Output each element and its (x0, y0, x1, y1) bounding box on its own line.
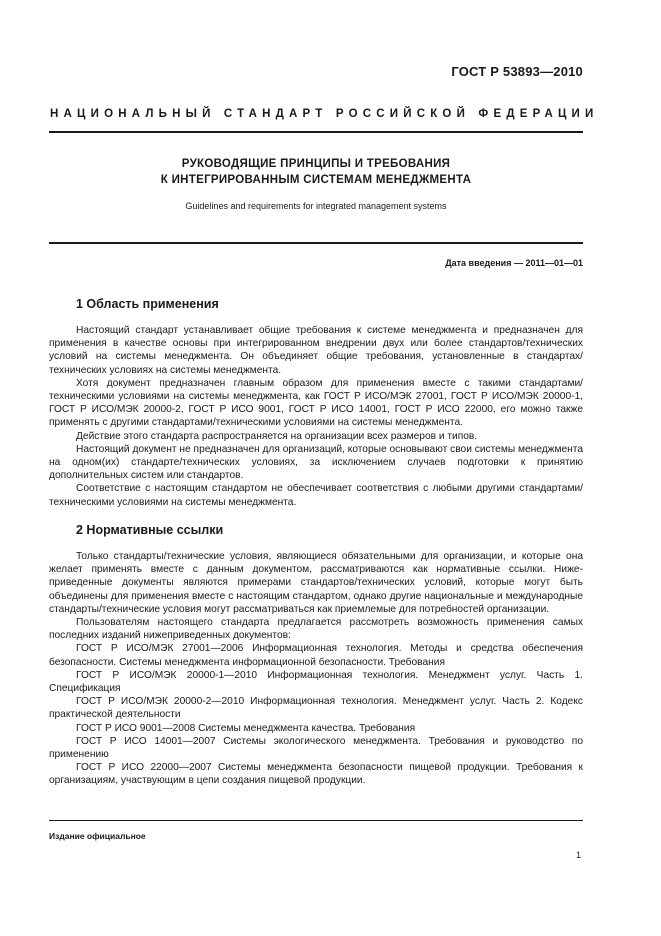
document-subtitle-english: Guidelines and requirements for integrated management systems (185, 201, 447, 211)
section-1-body (49, 324, 583, 509)
introduction-date: Дата введения — 2011—01—01 (445, 258, 583, 268)
page-number: 1 (575, 850, 581, 860)
document-title (49, 156, 583, 188)
section-2-body (49, 550, 583, 788)
title-rule (49, 242, 583, 244)
reference-item: ГОСТ Р ИСО/МЭК 27001—2006 Информационная технология. Методы и средства обеспечения безопасности. Системы менеджмента информационной безопасности. Требования (49, 643, 583, 668)
section-1-heading: 1 Область применения (76, 297, 219, 311)
paragraph: Хотя документ предназначен главным образом для применения вместе с такими стандартами/техническими условиями на системы менеджмента, как ГОСТ Р ИСО/МЭК 27001, ГОСТ Р ИСО/МЭК 20000-1, ГОСТ Р ИСО/МЭК 20000-2, ГОСТ Р ИСО 9001, ГОСТ Р ИСО 14001, ГОСТ Р ИСО 22000, его можно также применять с другими стандартами/техническими условиями на системы менеджмента. (49, 377, 583, 429)
official-edition-label: Издание официальное (49, 831, 146, 841)
footer-rule (49, 820, 583, 821)
reference-item: ГОСТ Р ИСО 14001—2007 Системы экологического менеджмента. Требования и руководство по применению (49, 735, 583, 761)
header-rule (49, 131, 583, 133)
standard-number: ГОСТ Р 53893—2010 (451, 64, 583, 79)
reference-item: ГОСТ Р ИСО/МЭК 20000-2—2010 Информационная технология. Менеджмент услуг. Часть 2. Кодекс практической деятельности (49, 696, 583, 721)
reference-item: ГОСТ Р ИСО 22000—2007 Системы менеджмента безопасности пищевой продукции. Требования к организациям, участвующим в цепи создания пищевой продукции. (49, 762, 583, 787)
document-title-line-1: РУКОВОДЯЩИЕ ПРИНЦИПЫ И ТРЕБОВАНИЯ (181, 158, 451, 170)
paragraph: Настоящий документ не предназначен для организаций, которые основывают свои системы менеджмента на одном(их) стандарте/технических условиях, за исключением случаев подготовки к принятию дополнительных систем или стандартов. (49, 443, 583, 482)
paragraph: Действие этого стандарта распространяется на организации всех размеров и типов. (76, 430, 478, 442)
paragraph: Соответствие с настоящим стандартом не обеспечивает соответствия с любыми другими стандартами/техническими условиями на системы менеджмента. (49, 483, 583, 508)
section-2-heading: 2 Нормативные ссылки (76, 523, 224, 537)
paragraph: Только стандарты/технические условия, являющиеся обязательными для организации, и которые она желает применять вместе с данным документом, рассматриваются как нормативные ссылки. Нижеприведенные документы являются примерами стандартов/технических условий, которые могут быть объединены для применения вместе с настоящим стандартом, однако другие национальные и международные стандарты/технические условия могут рассматриваться как приемлемые для потребностей организации. (49, 551, 583, 615)
document-title-line-2: К ИНТЕГРИРОВАННЫМ СИСТЕМАМ МЕНЕДЖМЕНТА (160, 174, 472, 186)
paragraph: Настоящий стандарт устанавливает общие требования к системе менеджмента и предназначен для применения в качестве основы при интегрированном внедрении двух или более стандартов/технических условий на системы менеджмента. Он объединяет общие требования, установленные в стандартах/технических условиях на системы менеджмента. (49, 325, 583, 376)
reference-item: ГОСТ Р ИСО/МЭК 20000-1—2010 Информационная технология. Менеджмент услуг. Часть 1. Спецификация (49, 669, 583, 695)
paragraph: Пользователям настоящего стандарта предлагается рассмотреть возможность применения самых последних изданий нижеприведенных документов: (49, 617, 583, 642)
reference-item: ГОСТ Р ИСО 9001—2008 Системы менеджмента качества. Требования (76, 722, 416, 734)
national-standard-title: НАЦИОНАЛЬНЫЙ СТАНДАРТ РОССИЙСКОЙ ФЕДЕРАЦИИ (50, 108, 599, 120)
